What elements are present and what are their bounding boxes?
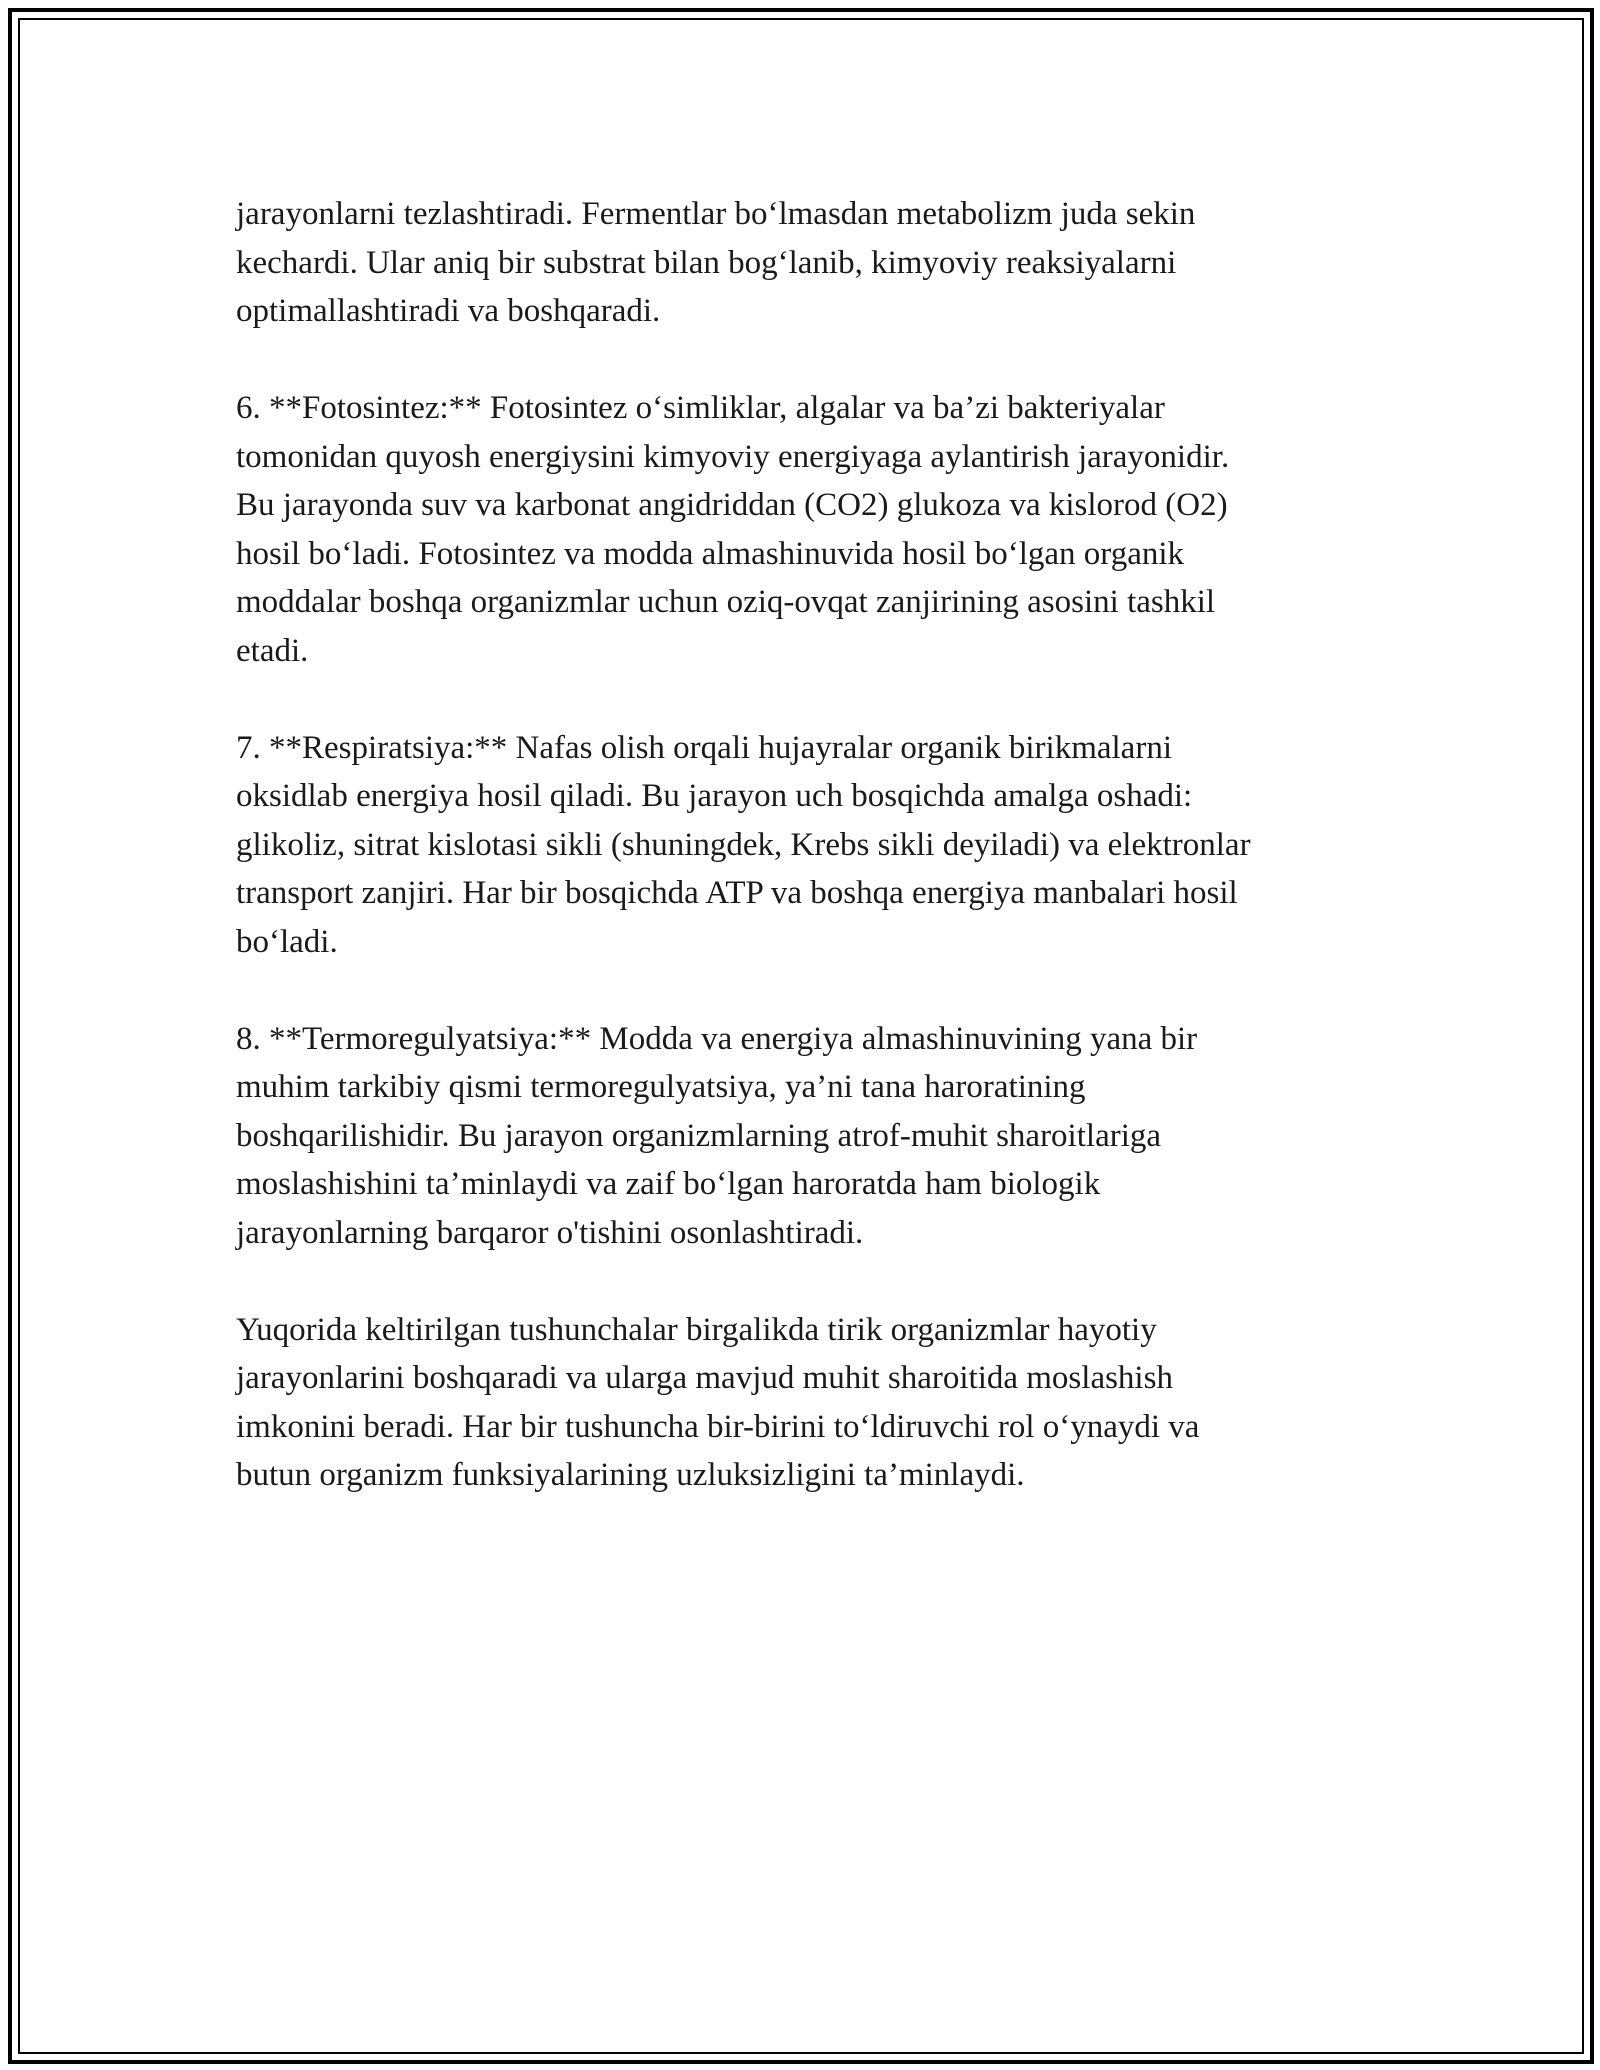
- paragraph-thermoregulation: 8. **Termoregulyatsiya:** Modda va energiya almashinuvining yana bir muhim tarkibiy qismi termoregulyatsiya, ya’ni tana haroratining boshqarilishidir. Bu jarayon organizmlarning atrof-muhit sharoitlariga moslashishini ta’minlaydi va zaif bo‘lgan haroratda ham biologik jarayonlarning barqaror o'tishini osonlashtiradi.: [236, 1020, 1198, 1251]
- paragraph-conclusion: Yuqorida keltirilgan tushunchalar birgalikda tirik organizmlar hayotiy jarayonlarini boshqaradi va ularga mavjud muhit sharoitida moslashish imkonini beradi. Har bir tushuncha bir-birini to‘ldiruvchi rol o‘ynaydi va butun organizm funksiyalarining uzluksizligini ta’minlaydi.: [236, 1311, 1200, 1493]
- paragraph-photosynthesis: 6. **Fotosintez:** Fotosintez o‘simliklar, algalar va ba’zi bakteriyalar tomonidan quyosh energiysini kimyoviy energiyaga aylantirish jarayonidir. Bu jarayonda suv va karbonat angidriddan (CO2) glukoza va kislorod (O2) hosil bo‘ladi. Fotosintez va modda almashinuvida hosil bo‘lgan organik moddalar boshqa organizmlar uchun oziq-ovqat zanjirining asosini tashkil etadi.: [236, 390, 1230, 669]
- paragraph-enzymes-continued: jarayonlarni tezlashtiradi. Fermentlar bo‘lmasdan metabolizm juda sekin kechardi. Ular aniq bir substrat bilan bog‘lanib, kimyoviy reaksiyalarni optimallashtiradi va boshqaradi.: [236, 196, 1196, 329]
- document-body: [236, 190, 1376, 1548]
- paragraph-respiration: 7. **Respiratsiya:** Nafas olish orqali hujayralar organik birikmalarni oksidlab energiya hosil qiladi. Bu jarayon uch bosqichda amalga oshadi: glikoliz, sitrat kislotasi sikli (shuningdek, Krebs sikli deyiladi) va elektronlar transport zanjiri. Har bir bosqichda ATP va boshqa energiya manbalari hosil bo‘ladi.: [236, 729, 1251, 960]
